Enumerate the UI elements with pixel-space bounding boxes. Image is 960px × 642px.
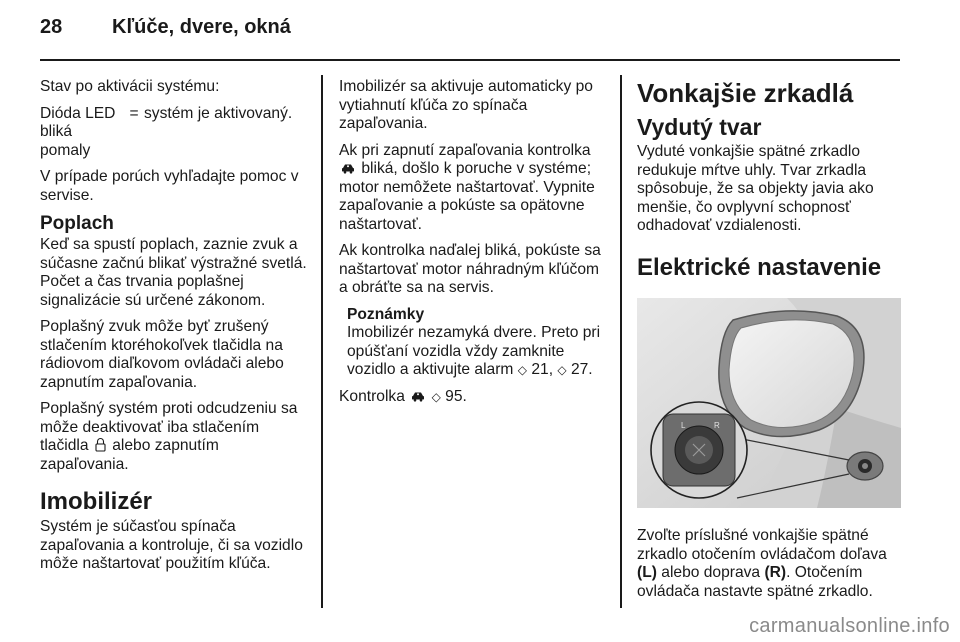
poplach-paragraph-3 xyxy=(40,400,308,474)
left-label: (L) xyxy=(637,564,657,581)
immobilizer-warning-icon xyxy=(341,163,355,174)
column-divider-2 xyxy=(620,75,622,608)
ref-arrow-icon: ◇ xyxy=(431,389,441,404)
note-body: Imobilizér nezamyká dvere. Preto pri opúšťaní vozidla vždy zamknite vozidlo a aktivujte alarm xyxy=(347,324,601,378)
electric-p-mid: alebo doprava xyxy=(661,564,761,581)
chapter-title: Kľúče, dvere, okná xyxy=(112,16,291,38)
electric-paragraph xyxy=(637,527,901,601)
note-reference-2[interactable]: 27. xyxy=(570,361,593,378)
poplach-p3-start: Poplašný systém proti odcudzeniu sa môže deaktivovať iba stlačením tlačidla xyxy=(40,400,298,454)
note-title: Poznámky xyxy=(347,305,425,323)
led-equals: = xyxy=(129,104,139,122)
kontrolka-page-ref[interactable]: 95. xyxy=(445,387,467,405)
imob-p3-start: Ak pri zapnutí zapaľovania kontrolka xyxy=(339,141,591,159)
header-rule xyxy=(40,59,900,61)
immobilizer-warning-icon xyxy=(411,391,425,402)
imobilizer-paragraph-3 xyxy=(339,142,605,235)
electric-p-end: . Otočením ovládača nastavte spätné zrkadlo. xyxy=(637,564,873,600)
column-2 xyxy=(339,78,605,414)
knob-label-r: R xyxy=(714,420,720,430)
status-intro: Stav po aktivácii systému: xyxy=(40,78,220,95)
convex-paragraph: Vyduté vonkajšie spätné zrkadlo redukuje mŕtve uhly. Tvar zrkadla spôsobuje, že sa objekty javia ako menšie, čo ovplyvní schopnosť odhadovať vzdialenosti. xyxy=(637,143,874,234)
poplach-p3-end: alebo zapnutím zapaľovania. xyxy=(40,437,219,473)
note-text xyxy=(347,324,605,380)
right-label: (R) xyxy=(764,564,787,581)
kontrolka-reference xyxy=(339,388,605,407)
electric-p-start: Zvoľte príslušné vonkajšie spätné zrkadlo otočením ovládačom doľava xyxy=(637,527,887,563)
page-number: 28 xyxy=(40,16,63,38)
section-heading-mirrors: Vonkajšie zrkadlá xyxy=(637,78,854,108)
led-status-row xyxy=(40,105,308,161)
mirror-control-illustration xyxy=(637,298,901,508)
led-definition: systém je aktivovaný. xyxy=(144,104,293,122)
lock-button-icon xyxy=(95,437,106,452)
kontrolka-label: Kontrolka xyxy=(339,387,405,405)
imob-p3-end: bliká, došlo k poruche v systéme; motor nemôžete naštartovať. Vypnite zapaľovanie a pokúste sa opätovne naštartovať. xyxy=(339,160,595,233)
ref-arrow-icon: ◇ xyxy=(517,363,527,377)
note-block xyxy=(347,306,605,380)
section-heading-poplach: Poplach xyxy=(40,213,114,234)
watermark: carmanualsonline.info xyxy=(749,615,950,637)
page-header xyxy=(40,16,900,52)
section-heading-electric: Elektrické nastavenie xyxy=(637,253,882,281)
imobilizer-paragraph-2: Imobilizér sa aktivuje automaticky po vytiahnutí kľúča zo spínača zapaľovania. xyxy=(339,78,593,132)
column-divider-1 xyxy=(321,75,323,608)
ref-arrow-icon: ◇ xyxy=(557,363,567,377)
knob-label-l: L xyxy=(681,420,686,430)
column-1 xyxy=(40,78,308,582)
section-heading-imobilizer: Imobilizér xyxy=(40,488,153,515)
led-term: Dióda LED bliká pomaly xyxy=(40,104,116,159)
note-reference-1[interactable]: 21, xyxy=(531,361,554,378)
sub-heading-convex: Vydutý tvar xyxy=(637,114,762,140)
imobilizer-paragraph-4: Ak kontrolka naďalej bliká, pokúste sa naštartovať motor náhradným kľúčom a obráťte sa na servis. xyxy=(339,242,601,296)
imobilizer-paragraph-1: Systém je súčasťou spínača zapaľovania a kontroluje, či sa vozidlo môže naštartovať použitím kľúča. xyxy=(40,518,303,572)
poplach-paragraph-1: Keď sa spustí poplach, zaznie zvuk a súčasne začnú blikať výstražné svetlá. Počet a čas trvania poplašnej signalizácie sú určené zákonom. xyxy=(40,236,307,309)
poplach-paragraph-2: Poplašný zvuk môže byť zrušený stlačením ktoréhokoľvek tlačidla na rádiovom diaľkovom ovládači alebo zapnutím zapaľovania. xyxy=(40,318,284,391)
column-3 xyxy=(637,78,901,609)
fault-text: V prípade porúch vyhľadajte pomoc v servise. xyxy=(40,168,299,204)
